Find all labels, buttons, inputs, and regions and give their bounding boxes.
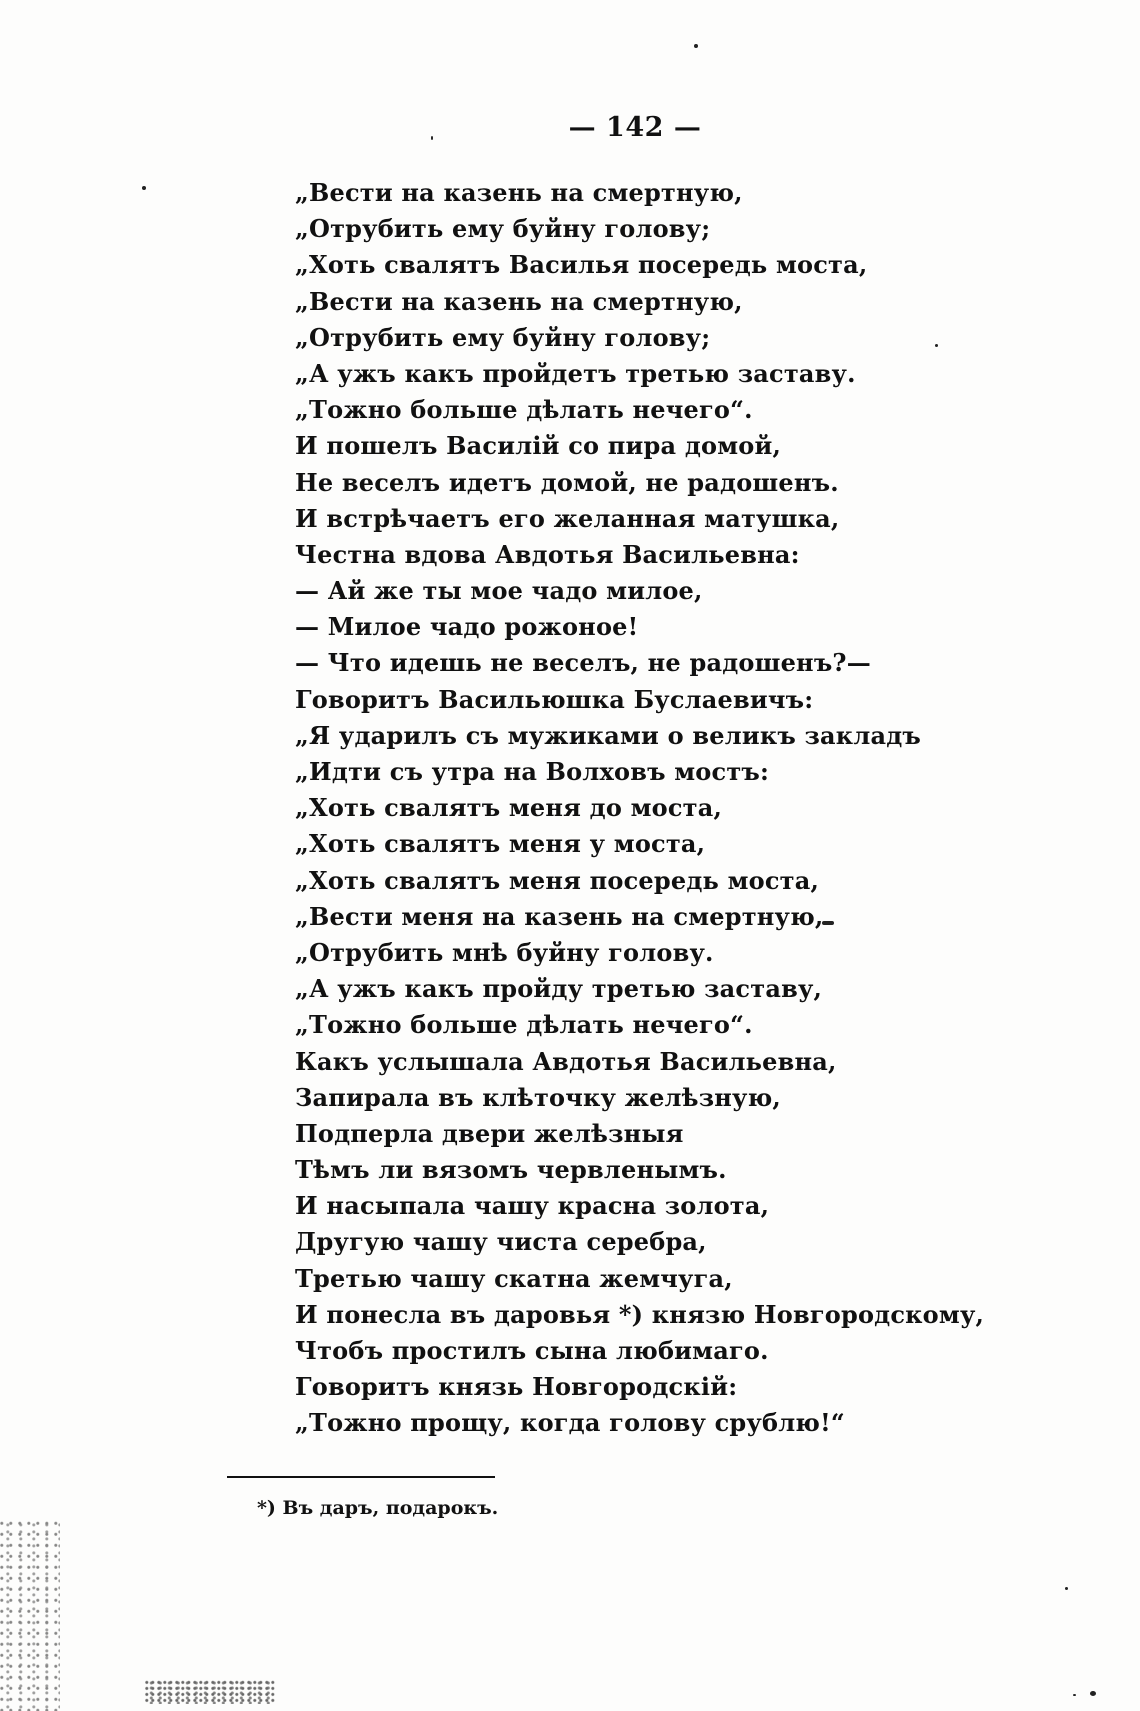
verse-line: „Вести меня на казень на смертную,	[295, 901, 824, 931]
verse-line: „Вести на казень на смертную,	[295, 178, 743, 207]
verse-line: „Вести на казень на смертную,	[295, 286, 743, 316]
verse-line: Чтобъ простилъ сына любимаго.	[295, 1336, 769, 1365]
ink-speck	[1065, 1587, 1068, 1590]
verse-line: И пошелъ Василій со пира домой,	[295, 431, 782, 461]
ink-speck	[1073, 1694, 1076, 1696]
verse-line: И понесла въ даровья *) князю Новгородскому,	[295, 1299, 985, 1329]
verse-line: „А ужъ какъ пройдетъ третью заставу.	[295, 358, 856, 388]
verse-line: Говоритъ князь Новгородскій:	[295, 1372, 738, 1402]
verse-line: — Ай же ты мое чадо милое,	[295, 576, 703, 606]
poem-text	[295, 175, 985, 1442]
verse-line: „Хоть свалятъ меня у моста,	[295, 829, 706, 859]
verse-line: И встрѣчаетъ его желанная матушка,	[295, 503, 840, 533]
scan-noise-bottom	[145, 1680, 275, 1704]
verse-line: Честна вдова Авдотья Васильевна:	[295, 539, 800, 569]
verse-line: „Отрубить мнѣ буйну голову.	[295, 937, 714, 967]
ink-speck	[431, 136, 433, 140]
verse-line: Запирала въ клѣточку желѣзную,	[295, 1082, 781, 1112]
verse-line: „Я ударилъ съ мужиками о великъ закладъ	[295, 720, 922, 750]
ink-speck	[694, 44, 698, 48]
verse-line: „Отрубить ему буйну голову;	[295, 322, 711, 352]
verse-line: Другую чашу чиста серебра,	[295, 1227, 707, 1257]
scan-noise-left-edge	[0, 1520, 60, 1711]
verse-line: — Милое чадо рожоное!	[295, 612, 639, 642]
verse-line: „Тожно больше дѣлать нечего“.	[295, 395, 753, 425]
verse-line: „Хоть свалятъ меня до моста,	[295, 793, 723, 823]
verse-line: — Что идешь не веселъ, не радошенъ?—	[295, 648, 871, 678]
verse-line: Говоритъ Васильюшка Буслаевичъ:	[295, 684, 814, 714]
verse-line: И насыпала чашу красна золота,	[295, 1191, 770, 1221]
verse-line: „Тожно больше дѣлать нечего“.	[295, 1010, 753, 1040]
verse-line: „Хоть свалятъ меня посередь моста,	[295, 865, 820, 895]
verse-line: Подперла двери желѣзныя	[295, 1118, 684, 1148]
ink-speck	[1090, 1691, 1096, 1696]
verse-line: Какъ услышала Авдотья Васильевна,	[295, 1046, 837, 1076]
verse-line: „Хоть свалятъ Василья посередь моста,	[295, 250, 868, 280]
footnote: *) Въ даръ, подарокъ.	[257, 1497, 499, 1519]
verse-line: „Тожно прощу, когда голову срублю!“	[295, 1408, 845, 1438]
verse-line: Не веселъ идетъ домой, не радошенъ.	[295, 467, 839, 497]
verse-line: „Отрубить ему буйну голову;	[295, 214, 711, 244]
page-number: — 142 —	[568, 112, 702, 143]
footnote-divider	[227, 1476, 495, 1478]
verse-line: „А ужъ какъ пройду третью заставу,	[295, 974, 823, 1004]
verse-line: Тѣмъ ли вязомъ червленымъ.	[295, 1155, 727, 1185]
verse-line: Третью чашу скатна жемчуга,	[295, 1263, 733, 1293]
verse-line: „Идти съ утра на Волховъ мостъ:	[295, 757, 770, 786]
ink-speck	[142, 186, 146, 190]
